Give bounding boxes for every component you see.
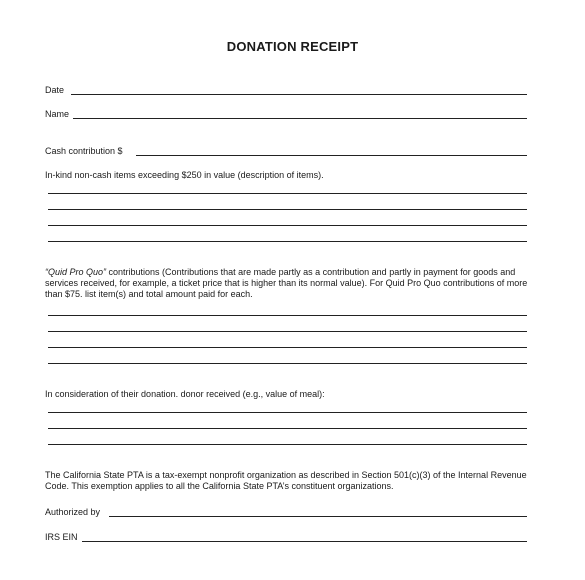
quid-line-2[interactable] [48, 331, 527, 332]
name-field[interactable] [73, 118, 527, 119]
cash-contribution-label: Cash contribution $ [45, 146, 123, 156]
quid-pro-quo-text: contributions (Contributions that are made partly as a contribution and partly in payment for goods and services received, for example, a ticket price that is higher than its normal value). For Quid Pro Quo contributions of more than $75. list item(s) and total amount paid for each. [45, 267, 528, 299]
quid-pro-quo-term: “Quid Pro Quo” [45, 267, 107, 277]
irs-ein-label: IRS EIN [45, 532, 78, 542]
inkind-line-3[interactable] [48, 225, 527, 226]
consideration-line-1[interactable] [48, 412, 527, 413]
date-field[interactable] [71, 94, 527, 95]
quid-line-4[interactable] [48, 363, 527, 364]
quid-line-1[interactable] [48, 315, 527, 316]
quid-line-3[interactable] [48, 347, 527, 348]
consideration-description: In consideration of their donation. donor received (e.g., value of meal): [45, 389, 325, 399]
inkind-line-2[interactable] [48, 209, 527, 210]
receipt-title: DONATION RECEIPT [226, 39, 359, 54]
irs-ein-field[interactable] [82, 541, 527, 542]
cash-contribution-field[interactable] [136, 155, 527, 156]
tax-exempt-statement: The California State PTA is a tax-exempt nonprofit organization as described in Section 501(c)(3) of the Internal Revenue Code. This exemption applies to all the California State PTA’s constituent organizations. [45, 470, 527, 491]
inkind-line-4[interactable] [48, 241, 527, 242]
date-label: Date [45, 85, 65, 95]
inkind-line-1[interactable] [48, 193, 527, 194]
quid-pro-quo-description [45, 267, 535, 300]
consideration-line-2[interactable] [48, 428, 527, 429]
inkind-description: In-kind non-cash items exceeding $250 in value (description of items). [45, 170, 324, 180]
name-label: Name [45, 109, 70, 119]
consideration-line-3[interactable] [48, 444, 527, 445]
authorized-by-label: Authorized by [45, 507, 101, 517]
authorized-by-field[interactable] [109, 516, 527, 517]
